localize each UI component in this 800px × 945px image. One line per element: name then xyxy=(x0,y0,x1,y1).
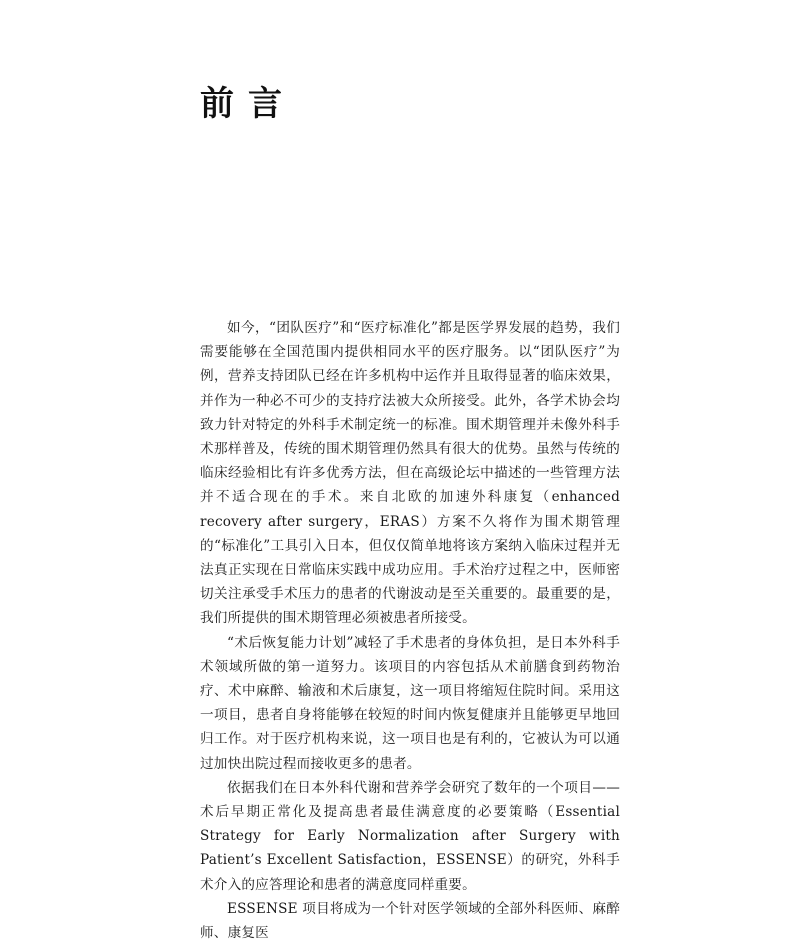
paragraph-4: ESSENSE 项目将成为一个针对医学领域的全部外科医师、麻醉师、康复医 xyxy=(200,900,620,942)
paragraph-2: “术后恢复能力计划”减轻了手术患者的身体负担，是日本外科手术领域所做的第一道努力。该项目的内容包括从术前膳食到药物治疗、术中麻醉、输液和术后康复，这一项目将缩短住院时间。采用这一项目，患者自身将能够在较短的时间内恢复健康并且能够更早地回归工作。对于医疗机构来说，这一项目也是有利的，它被认为可以通过加快出院过程而接收更多的患者。 xyxy=(200,634,620,772)
body-text xyxy=(200,316,620,945)
page-title: 前言 xyxy=(200,84,296,124)
paragraph-3: 依据我们在日本外科代谢和营养学会研究了数年的一个项目——术后早期正常化及提高患者最佳满意度的必要策略（Essential Strategy for Early Normalization after Surgery with Patient’s Excellent Satisfaction，ESSENSE）的研究，外科手术介入的应答理论和患者的满意度同样重要。 xyxy=(200,779,620,893)
paragraph-1: 如今，“团队医疗”和“医疗标准化”都是医学界发展的趋势，我们需要能够在全国范围内提供相同水平的医疗服务。以“团队医疗”为例，营养支持团队已经在许多机构中运作并且取得显著的临床效果，并作为一种必不可少的支持疗法被大众所接受。此外，各学术协会均致力针对特定的外科手术制定统一的标准。围术期管理并未像外科手术那样普及，传统的围术期管理仍然具有很大的优势。虽然与传统的临床经验相比有许多优秀方法，但在高级论坛中描述的一些管理方法并不适合现在的手术。来自北欧的加速外科康复（enhanced recovery after surgery，ERAS）方案不久将作为围术期管理的“标准化”工具引入日本，但仅仅简单地将该方案纳入临床过程并无法真正实现在日常临床实践中成功应用。手术治疗过程之中，医师密切关注承受手术压力的患者的代谢波动是至关重要的。最重要的是，我们所提供的围术期管理必须被患者所接受。 xyxy=(200,320,620,627)
